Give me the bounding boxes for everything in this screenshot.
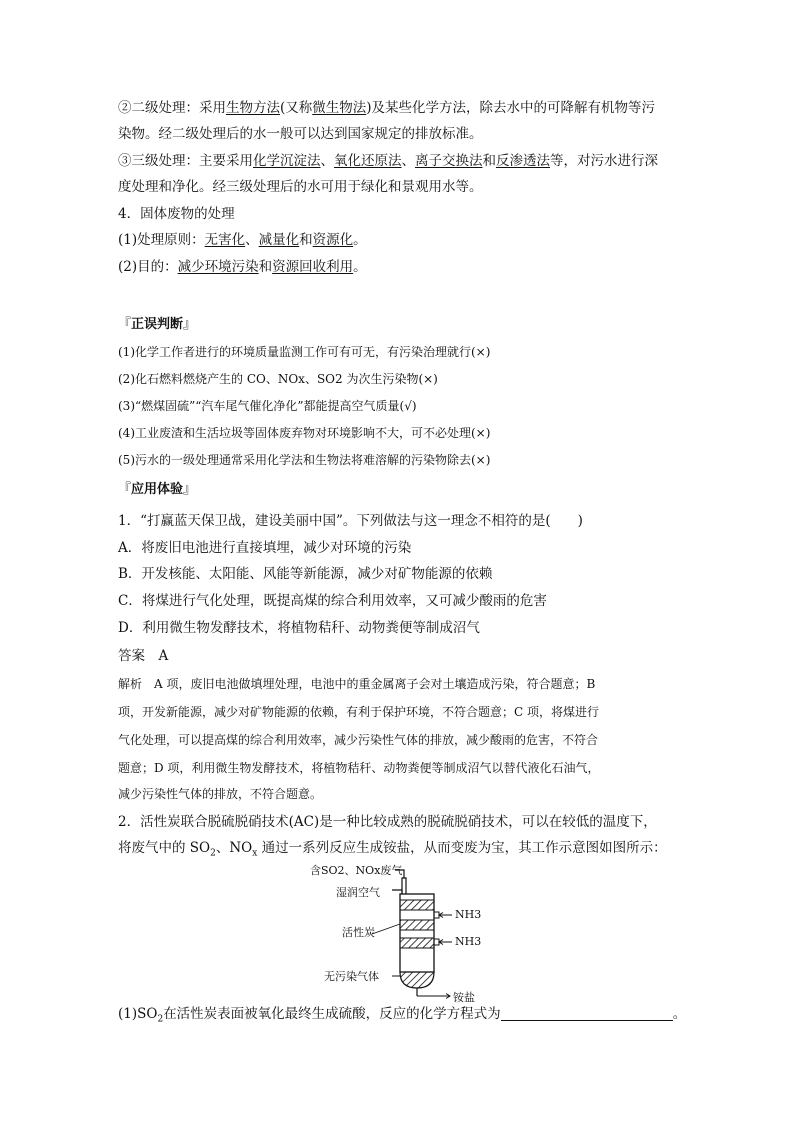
judge-item: (4)工业废渣和生活垃圾等固体废弃物对环境影响不大，可不必处理(×) bbox=[118, 426, 491, 440]
underline-text: 氧化还原法 bbox=[334, 153, 402, 169]
carbon-bed bbox=[400, 938, 434, 948]
analysis-line: 减少污染性气体的排放，不符合题意。 bbox=[118, 787, 323, 801]
judge-item: (1)化学工作者进行的环境质量监测工作可有可无，有污染治理就行(×) bbox=[118, 345, 491, 359]
judge-item: (2)化石燃料燃烧产生的 CO、NOx、SO2 为次生污染物(×) bbox=[118, 372, 438, 386]
text: 、 bbox=[245, 232, 259, 248]
solid-waste-principle bbox=[118, 230, 367, 250]
subscript: 2 bbox=[157, 1014, 164, 1025]
text: 和 bbox=[482, 153, 496, 169]
section-title-apply bbox=[118, 480, 196, 500]
text: 和 bbox=[299, 232, 313, 248]
section-title-judge bbox=[118, 315, 196, 335]
underline-text: 微生物法 bbox=[312, 100, 367, 116]
label-clean-gas: 无污染气体 bbox=[324, 970, 379, 983]
question-2-sub1 bbox=[118, 1004, 686, 1030]
text: 和 bbox=[258, 259, 273, 275]
process-diagram bbox=[300, 858, 500, 1008]
text: (又称 bbox=[280, 100, 313, 116]
text: 、NO bbox=[215, 840, 253, 856]
text: 将废气中的 SO bbox=[118, 840, 211, 856]
analysis-line: 解析 A 项，废旧电池做填埋处理，电池中的重金属离子会对土壤造成污染，符合题意；B bbox=[118, 677, 596, 691]
underline-text: 化学沉淀法 bbox=[253, 153, 321, 169]
text: 。 bbox=[672, 1006, 687, 1022]
question-1-answer: 答案 A bbox=[118, 648, 169, 664]
question-1-option-d: D．利用微生物发酵技术，将植物秸秆、动物粪便等制成沼气 bbox=[118, 620, 480, 636]
tertiary-treatment-line1 bbox=[118, 151, 658, 171]
subscript: x bbox=[252, 848, 258, 859]
text: 正误判断 bbox=[131, 317, 184, 332]
underline-text: 生物方法 bbox=[226, 100, 280, 116]
solid-waste-goal bbox=[118, 257, 367, 277]
bracket-open-icon: 『 bbox=[118, 482, 132, 497]
bracket-open-icon: 『 bbox=[118, 317, 132, 332]
bracket-close-icon: 』 bbox=[183, 317, 197, 332]
question-2-line1: 2．活性炭联合脱硫脱硝技术(AC)是一种比较成熟的脱硫脱硝技术，可以在较低的温度下， bbox=[118, 814, 657, 830]
secondary-treatment-line1 bbox=[118, 98, 655, 118]
judge-item: (5)污水的一级处理通常采用化学法和生物法将难溶解的污染物除去(×) bbox=[118, 453, 491, 467]
label-humid-air: 湿润空气 bbox=[336, 886, 380, 899]
label-nh3-2: NH3 bbox=[455, 935, 482, 948]
text: )及某些化学方法，除去水中的可降解有机物等污 bbox=[366, 100, 656, 116]
text: 在活性炭表面被氧化最终生成硫酸，反应的化学方程式为 bbox=[163, 1006, 501, 1022]
secondary-treatment-line2: 染物。经二级处理后的水一般可以达到国家规定的排放标准。 bbox=[118, 126, 483, 142]
reactor-figure bbox=[300, 858, 500, 1008]
analysis-line: 题意；D 项，利用微生物发酵技术，将植物秸秆、动物粪便等制成沼气以替代液化石油气， bbox=[118, 761, 600, 775]
underline-text: 资源回收利用 bbox=[272, 259, 354, 275]
analysis-line: 项，开发新能源，减少对矿物能源的依赖，有利于保护环境，不符合题意；C 项，将煤进行 bbox=[118, 705, 599, 719]
subscript: 2 bbox=[210, 848, 216, 859]
question-1-option-c: C．将煤进行气化处理，既提高煤的综合利用效率，又可减少酸雨的危害 bbox=[118, 593, 547, 609]
answer-blank[interactable] bbox=[501, 1006, 673, 1021]
text: (1)SO bbox=[118, 1006, 158, 1022]
question-1-stem: 1．“打赢蓝天保卫战，建设美丽中国”。下列做法与这一理念不相符的是( ) bbox=[118, 513, 583, 529]
text: 。 bbox=[353, 232, 367, 248]
bracket-close-icon: 』 bbox=[183, 482, 197, 497]
text: (1)处理原则： bbox=[118, 232, 205, 248]
text: 等，对污水进行深 bbox=[550, 153, 658, 169]
underline-text: 无害化 bbox=[204, 232, 246, 248]
underline-text: 减量化 bbox=[258, 232, 300, 248]
text: 应用体验 bbox=[131, 482, 184, 497]
text: ③三级处理：主要采用 bbox=[118, 153, 253, 169]
text: 、 bbox=[401, 153, 415, 169]
underline-text: 减少环境污染 bbox=[177, 259, 259, 275]
question-1-option-a: A．将废旧电池进行直接填埋，减少对环境的污染 bbox=[118, 540, 412, 556]
text: ②二级处理：采用 bbox=[118, 100, 226, 116]
carbon-bed bbox=[400, 920, 434, 930]
tertiary-treatment-line2: 度处理和净化。经三级处理后的水可用于绿化和景观用水等。 bbox=[118, 179, 483, 195]
underline-text: 离子交换法 bbox=[415, 153, 483, 169]
question-1-option-b: B．开发核能、太阳能、风能等新能源，减少对矿物能源的依赖 bbox=[118, 566, 493, 582]
label-inlet-gas: 含SO2、NOx废气 bbox=[310, 864, 403, 877]
solid-waste-heading: 4．固体废物的处理 bbox=[118, 206, 235, 222]
text: (2)目的： bbox=[118, 259, 178, 275]
text: 通过一系列反应生成铵盐，从而变废为宝，其工作示意图如图所示： bbox=[257, 840, 667, 856]
text: 、 bbox=[320, 153, 334, 169]
underline-text: 资源化 bbox=[312, 232, 354, 248]
column-bottom bbox=[400, 972, 434, 988]
judge-item: (3)“燃煤固硫”“汽车尾气催化净化”都能提高空气质量(√) bbox=[118, 399, 417, 413]
carbon-bed bbox=[400, 900, 434, 910]
text: 。 bbox=[353, 259, 367, 275]
label-nh3-1: NH3 bbox=[455, 908, 482, 921]
underline-text: 反渗透法 bbox=[496, 153, 550, 169]
analysis-line: 气化处理，可以提高煤的综合利用效率，减少污染性气体的排放，减少酸雨的危害，不符合 bbox=[118, 733, 599, 747]
label-ammonium-salt: 铵盐 bbox=[453, 991, 475, 1004]
label-activated-carbon: 活性炭 bbox=[342, 926, 375, 939]
